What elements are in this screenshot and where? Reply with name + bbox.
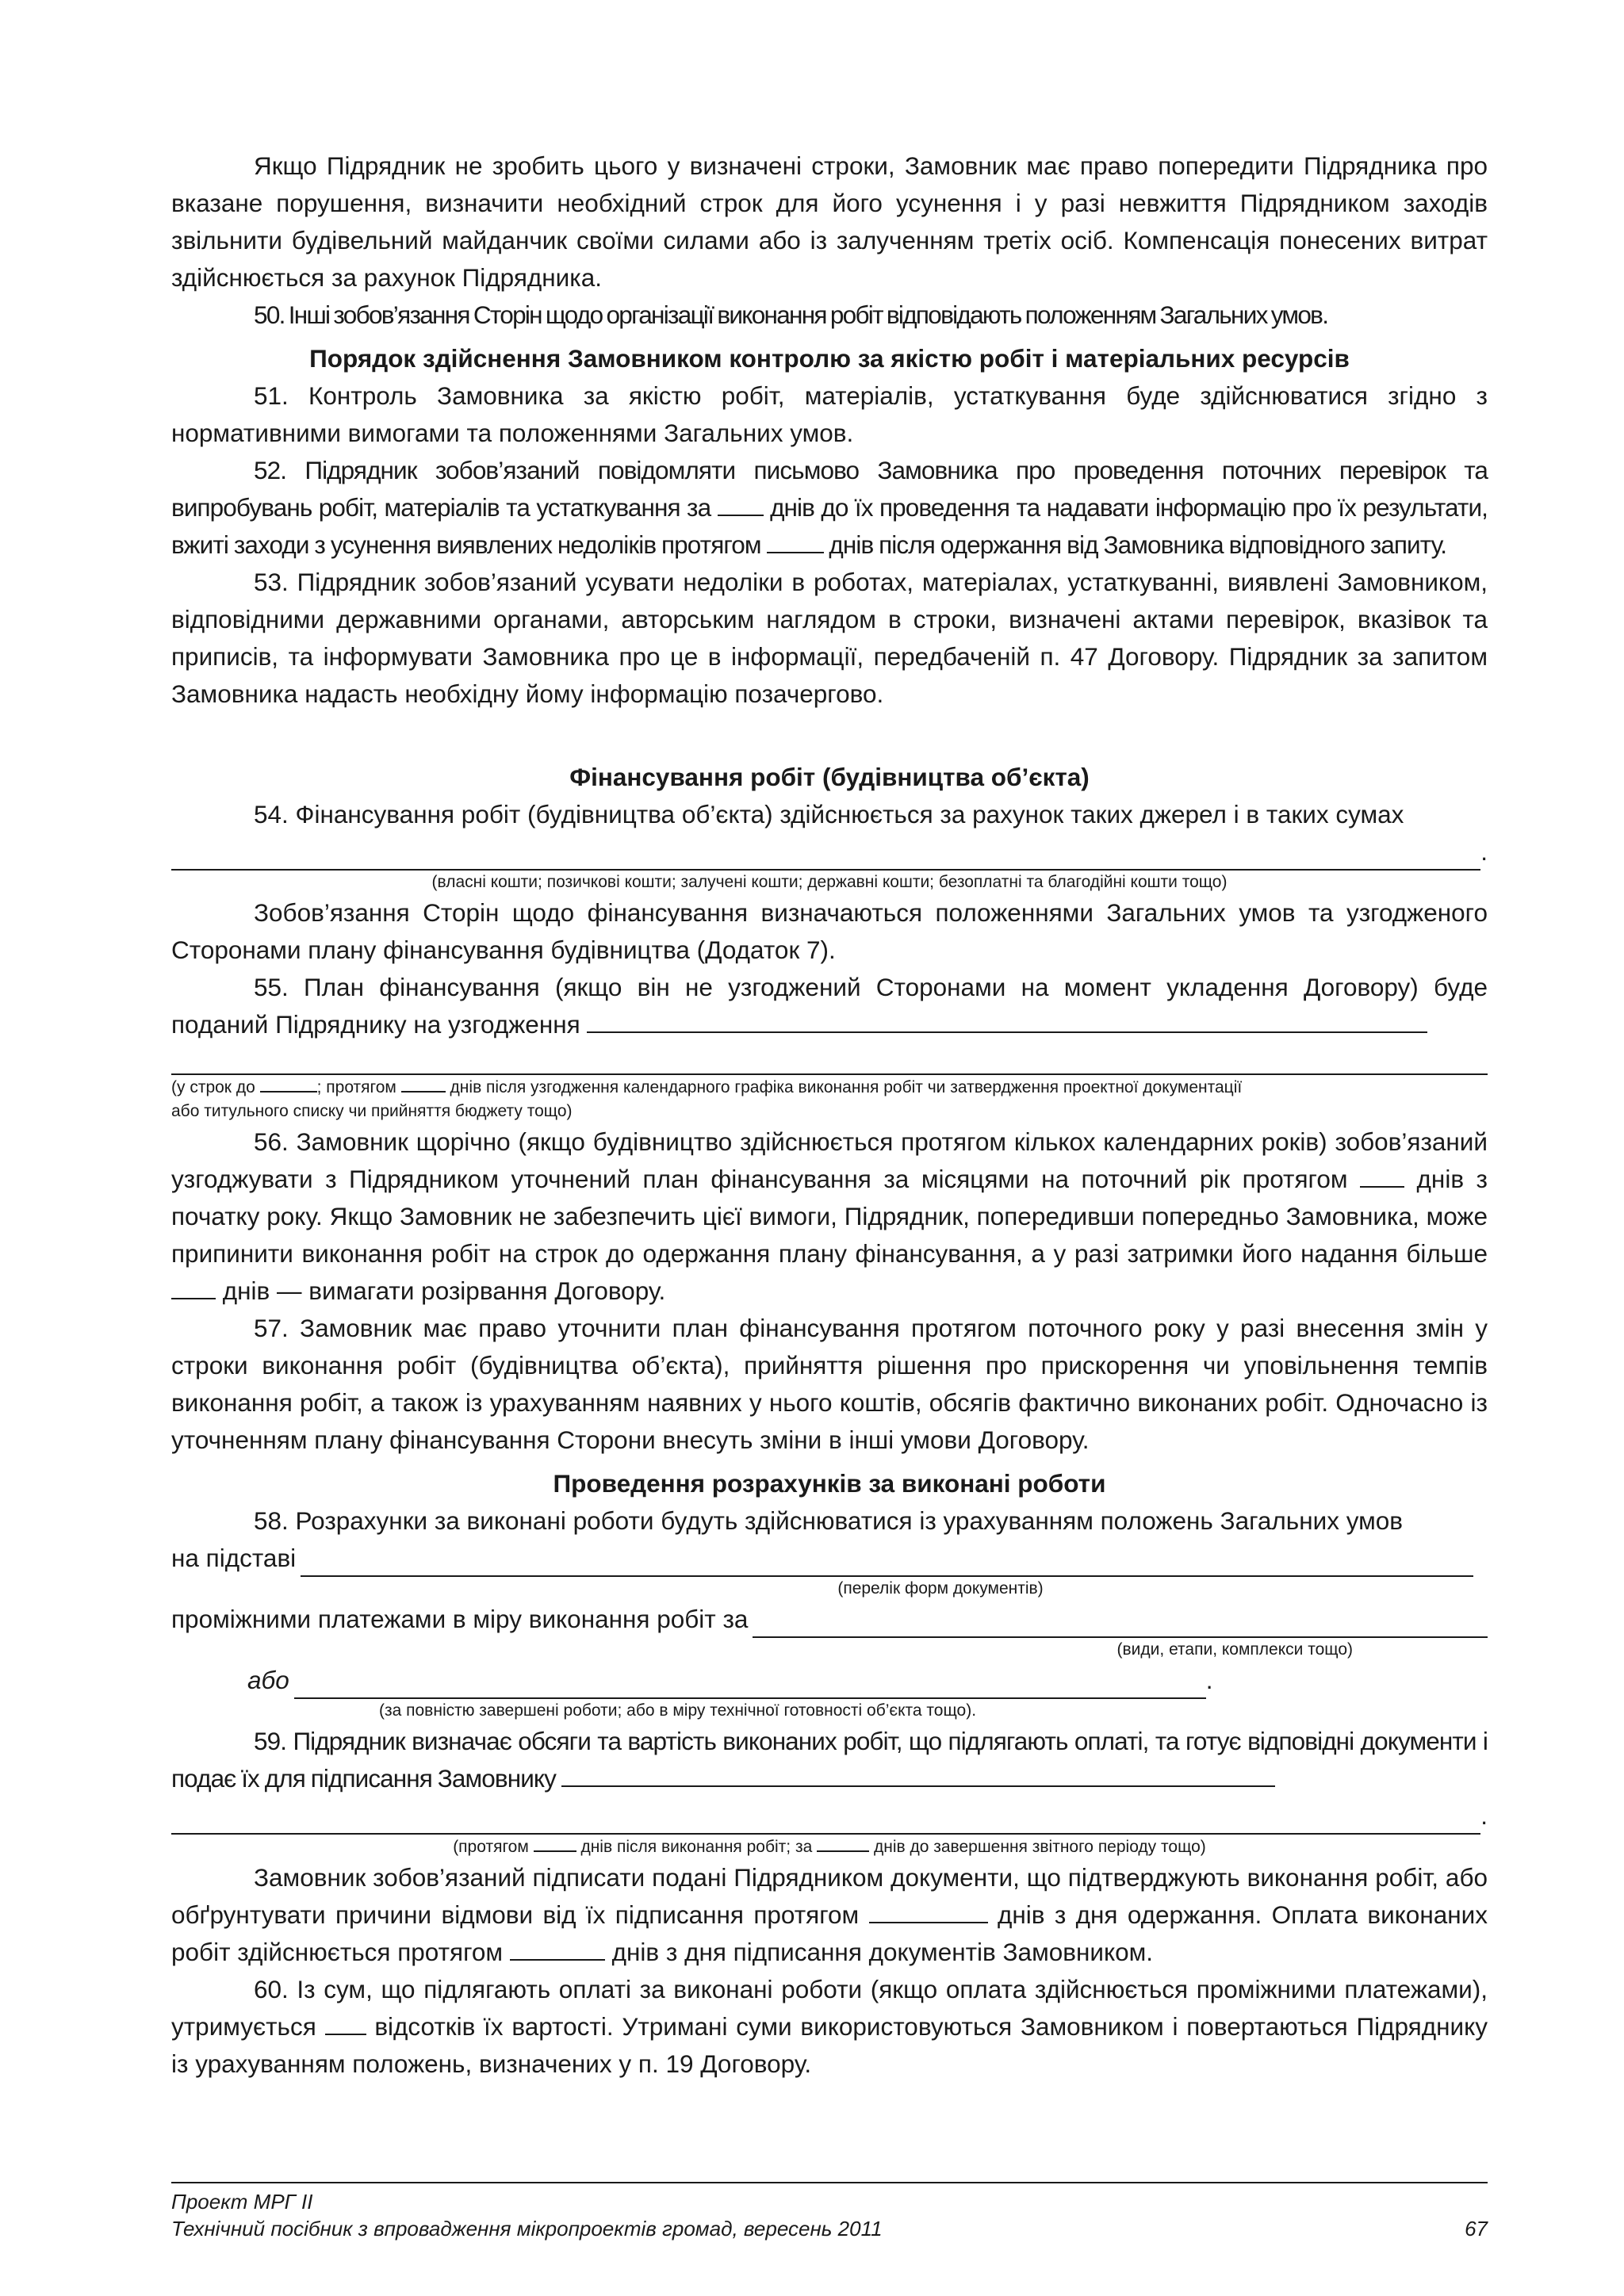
paragraph-52: 52. Підрядник зобов’язаний повідомляти письмово Замовника про проведення поточних перевірок та випробувань робіт, матеріалів та устаткування за днів до їх проведення та надавати інформацію про їх результати, вжиті заходи з усунення виявлених недоліків протягом днів після одержання від Замовника відповідного запиту. bbox=[171, 456, 1488, 559]
caption-58-2: (види, етапи, комплекси тощо) bbox=[1116, 1640, 1353, 1659]
page-number: 67 bbox=[1465, 2217, 1488, 2241]
paragraph: Якщо Підрядник не зробить цього у визначені строки, Замовник має право попередити Підрядника про вказане порушення, визначити необхідний строк для його усунення і у разі невжиття Підрядником заходів звільнити будівельний майданчик своїми силами або із залученням третіх осіб. Компенсація понесених витрат здійснюється за рахунок Підрядника. bbox=[171, 151, 1488, 292]
fill-line-54: . bbox=[171, 833, 1488, 871]
fill-line-58-basis: на підставі bbox=[171, 1540, 1488, 1577]
caption-54: (власні кошти; позичкові кошти; залучені кошти; державні кошти; безоплатні та благодійні кошти тощо) bbox=[431, 873, 1228, 891]
paragraph-54: 54. Фінансування робіт (будівництва об’єкта) здійснюється за рахунок таких джерел і в таких сумах bbox=[254, 800, 1404, 828]
blank-field[interactable] bbox=[561, 1762, 1275, 1787]
blank-field[interactable] bbox=[301, 1547, 1473, 1577]
section-heading-quality-control: Порядок здійснення Замовником контролю за якістю робіт і матеріальних ресурсів bbox=[309, 344, 1350, 373]
blank-field[interactable] bbox=[401, 1075, 446, 1093]
blank-field[interactable] bbox=[1360, 1162, 1404, 1188]
paragraph-54-2: Зобов’язання Сторін щодо фінансування визначаються положеннями Загальних умов та узгодженого Сторонами плану фінансування будівництва (Додаток 7). bbox=[171, 898, 1488, 964]
caption-55: (у строк до ; протягом днів після узгодження календарного графіка виконання робіт чи затвердження проектної документації або титульного списку чи прийняття бюджету тощо) bbox=[171, 1075, 1488, 1123]
blank-field[interactable] bbox=[171, 1274, 216, 1299]
caption-58-1: (перелік форм документів) bbox=[837, 1579, 1044, 1598]
caption-59: (протягом днів після виконання робіт; за днів до завершення звітного періоду тощо) bbox=[171, 1835, 1488, 1859]
blank-field[interactable] bbox=[171, 839, 1480, 871]
paragraph-59: 59. Підрядник визначає обсяги та вартість виконаних робіт, що підлягають оплаті, та готує відповідні документи і подає їх для підписання Замовнику bbox=[171, 1727, 1488, 1793]
footer-project: Проект МРГ ІІ bbox=[171, 2190, 313, 2214]
paragraph-50: 50. Інші зобов’язання Сторін щодо організації виконання робіт відповідають положенням Загальних умов. bbox=[254, 300, 1328, 329]
fill-line-58-or: або . bbox=[171, 1662, 1488, 1699]
blank-field[interactable] bbox=[534, 1835, 576, 1852]
page-content bbox=[171, 147, 1488, 2083]
paragraph-51: 51. Контроль Замовника за якістю робіт, матеріалів, устаткування буде здійснюватися згідно з нормативними вимогами та положеннями Загальних умов. bbox=[171, 381, 1488, 447]
footer-manual-title: Технічний посібник з впровадження мікропроектів громад, вересень 2011 bbox=[171, 2217, 883, 2241]
blank-field[interactable] bbox=[767, 528, 824, 553]
blank-field[interactable] bbox=[294, 1669, 1206, 1699]
paragraph-59-2: Замовник зобов’язаний підписати подані Підрядником документи, що підтверджують виконання робіт, або обґрунтувати причини відмови від їх підписання протягом днів з дня одержання. Оплата виконаних робіт здійснюється протягом днів з дня підписання документів Замовником. bbox=[171, 1863, 1488, 1966]
caption-58-3: (за повністю завершені роботи; або в міру технічної готовності об’єкта тощо). bbox=[379, 1701, 977, 1720]
blank-field[interactable] bbox=[171, 1803, 1480, 1835]
section-heading-settlements: Проведення розрахунків за виконані роботи bbox=[553, 1469, 1106, 1498]
blank-field[interactable] bbox=[753, 1608, 1488, 1638]
fill-line-59: . bbox=[171, 1797, 1488, 1835]
paragraph-60: 60. Із сум, що підлягають оплаті за виконані роботи (якщо оплата здійснюється проміжними платежами), утримується відсотків їх вартості. Утримані суми використовуються Замовником і повертаються Підряднику із урахуванням положень, визначених у п. 19 Договору. bbox=[171, 1975, 1488, 2078]
paragraph-55: 55. План фінансування (якщо він не узгоджений Сторонами на момент укладення Договору) буде поданий Підряднику на узгодження bbox=[171, 973, 1488, 1039]
blank-field[interactable] bbox=[510, 1935, 605, 1961]
blank-field[interactable] bbox=[718, 491, 764, 516]
blank-field[interactable] bbox=[869, 1898, 988, 1923]
page-footer bbox=[171, 2182, 1488, 2242]
blank-field[interactable] bbox=[260, 1075, 317, 1093]
blank-field[interactable] bbox=[325, 2010, 366, 2035]
paragraph-53: 53. Підрядник зобов’язаний усувати недоліки в роботах, матеріалах, устаткуванні, виявлені Замовником, відповідними державними органами, авторським наглядом в строки, визначені актами перевірок, вказівок та приписів, та інформувати Замовника про це в інформації, передбаченій п. 47 Договору. Підрядник за запитом Замовника надасть необхідну йому інформацію позачергово. bbox=[171, 568, 1488, 708]
section-heading-financing: Фінансування робіт (будівництва об’єкта) bbox=[569, 763, 1090, 791]
paragraph-56: 56. Замовник щорічно (якщо будівництво здійснюється протягом кількох календарних років) зобов’язаний узгоджувати з Підрядником уточнений план фінансування за місяцями на поточний рік протягом днів з початку року. Якщо Замовник не забезпечить цієї вимоги, Підрядник, попередивши попередньо Замовника, може припинити виконання робіт на строк до одержання плану фінансування, а у разі затримки його надання більше днів — вимагати розірвання Договору. bbox=[171, 1127, 1488, 1305]
paragraph-58: 58. Розрахунки за виконані роботи будуть здійснюватися із урахуванням положень Загальних умов bbox=[254, 1506, 1403, 1535]
paragraph-57: 57. Замовник має право уточнити план фінансування протягом поточного року у разі внесення змін у строки виконання робіт (будівництва об’єкта), прийняття рішення про прискорення чи уповільнення темпів виконання робіт, а також із урахуванням наявних у нього коштів, обсягів фактично виконаних робіт. Одночасно із уточненням плану фінансування Сторони внесуть зміни в інші умови Договору. bbox=[171, 1314, 1488, 1454]
blank-field[interactable] bbox=[817, 1835, 869, 1852]
fill-line-58-interim: проміжними платежами в міру виконання робіт за bbox=[171, 1601, 1488, 1638]
blank-field[interactable] bbox=[171, 1043, 1488, 1075]
blank-field[interactable] bbox=[587, 1008, 1427, 1033]
